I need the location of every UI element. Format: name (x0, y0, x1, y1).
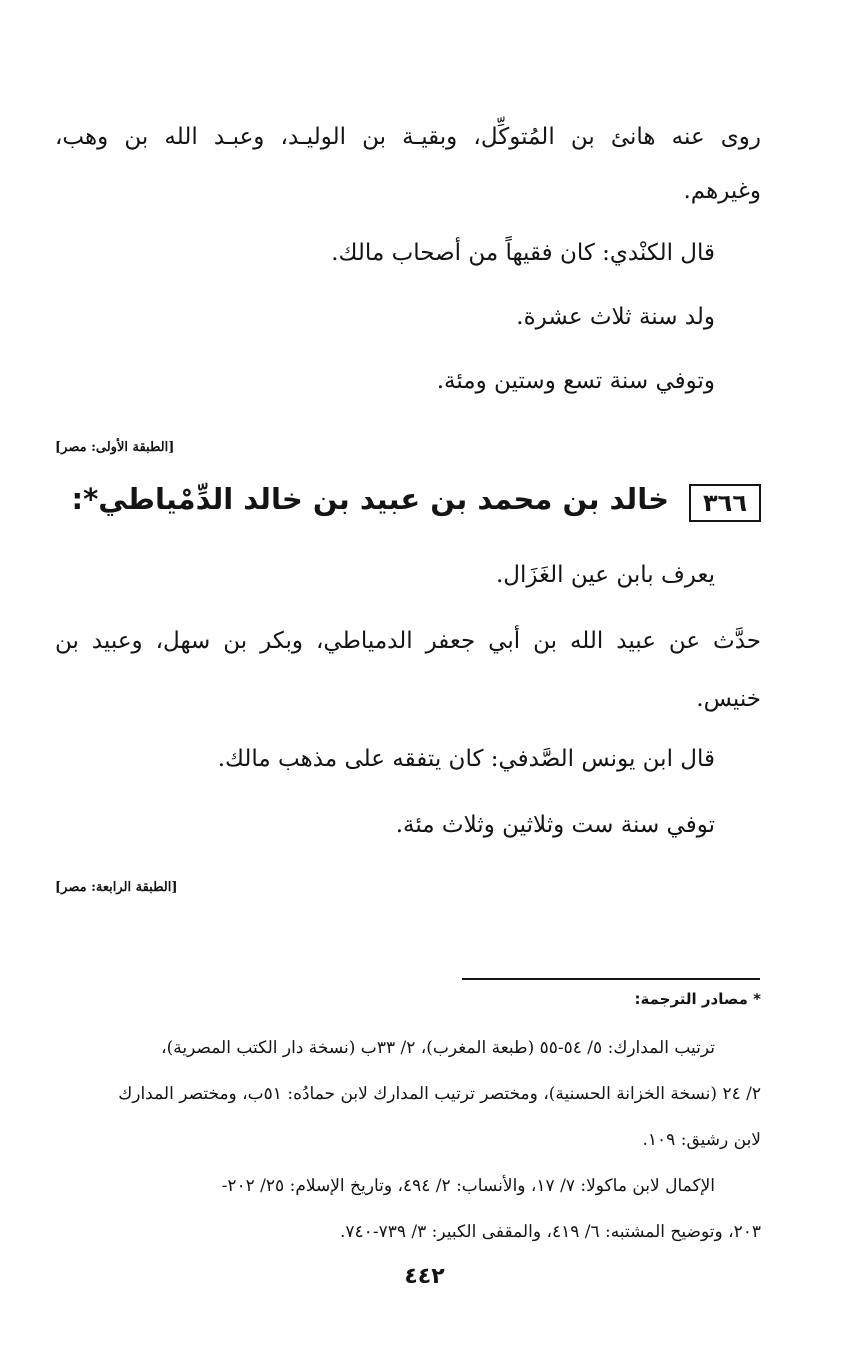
body-line: روى عنه هانئ بن المُتوكِّل، وبقيـة بن الوليـد، وعبـد الله بن وهب، (55, 124, 761, 150)
body-line: وتوفي سنة تسع وستين ومئة. (436, 368, 715, 394)
body-line: قال الكنْدي: كان فقيهاً من أصحاب مالك. (331, 240, 715, 266)
body-line: وغيرهم. (683, 178, 761, 204)
body-line: خنيس. (696, 686, 761, 712)
footnote-heading: * مصادر الترجمة: (634, 990, 761, 1008)
tabaqa-label: [الطبقة الأولى: مصر] (55, 440, 175, 455)
entry-name: خالد بن محمد بن عبيد بن خالد الدِّمْياطي*: (71, 482, 669, 516)
body-line: يعرف بابن عين الغَزَال. (495, 562, 715, 588)
entry-heading (71, 478, 761, 534)
footnote-line: ٢٠٣، وتوضيح المشتبه: ٦/ ٤١٩، والمقفى الكبير: ٣/ ٧٣٩-٧٤٠. (340, 1222, 761, 1242)
tabaqa-label: [الطبقة الرابعة: مصر] (55, 880, 178, 895)
footnote-line: ٢/ ٢٤ (نسخة الخزانة الحسنية)، ومختصر ترتيب المدارك لابن حمادُه: ٥١ب، ومختصر المدارك (118, 1084, 761, 1104)
footnote-divider (462, 978, 760, 980)
footnote-line: لابن رشيق: ١٠٩. (642, 1130, 761, 1150)
footnote-line: الإكمال لابن ماكولا: ٧/ ١٧، والأنساب: ٢/ ٤٩٤، وتاريخ الإسلام: ٢٥/ ٢٠٢- (221, 1176, 715, 1196)
body-line: توفي سنة ست وثلاثين وثلاث مئة. (395, 812, 715, 838)
entry-number: ٣٦٦ (689, 484, 761, 522)
body-line: قال ابن يونس الصَّدفي: كان يتفقه على مذهب مالك. (217, 746, 715, 772)
page-number: ٤٤٢ (404, 1264, 445, 1289)
body-line: حدَّث عن عبيد الله بن أبي جعفر الدمياطي، وبكر بن سهل، وعبيد بن (55, 628, 761, 654)
body-line: ولد سنة ثلاث عشرة. (516, 304, 715, 330)
footnote-line: ترتيب المدارك: ٥/ ٥٤-٥٥ (طبعة المغرب)، ٢/ ٣٣ب (نسخة دار الكتب المصرية)، (161, 1038, 715, 1058)
